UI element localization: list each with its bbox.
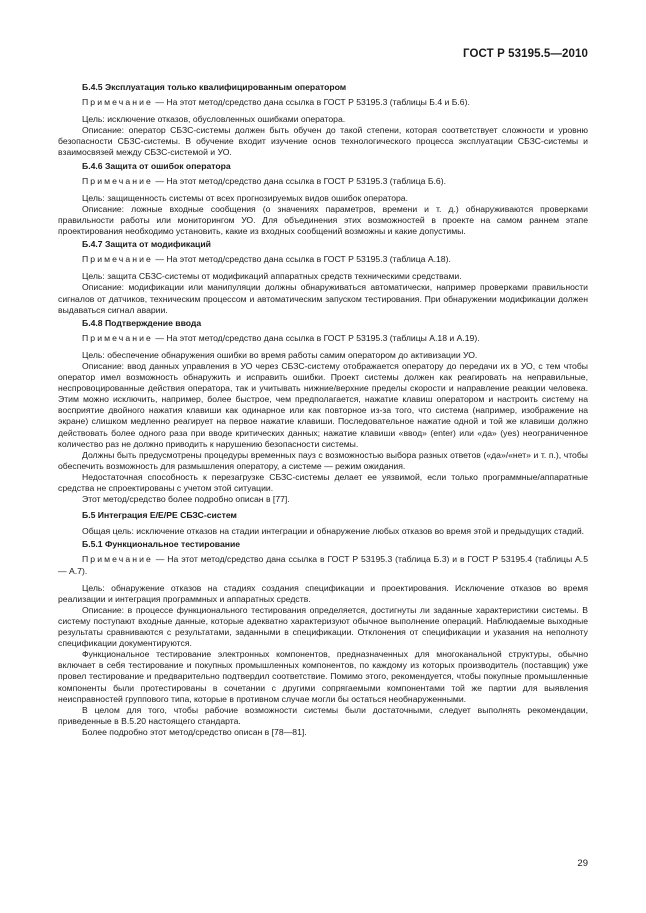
note-label: Примечание bbox=[82, 175, 153, 186]
page-number: 29 bbox=[577, 858, 588, 869]
body-paragraph: Описание: в процессе функционального тестирования определяется, достигнуты ли заданные характеристики системы. В систему поступают входные данные, которые адекватно характеризуют обычное выполнение операций. Наблюдаемые выходные результаты сравниваются с результатами, заданными в спецификации. Отклонения от спецификации и указания на неполноту спецификации документируются. bbox=[58, 604, 588, 649]
note-paragraph bbox=[58, 176, 588, 187]
section-heading: Б.4.5 Эксплуатация только квалифицированным оператором bbox=[82, 82, 347, 92]
note-label: Примечание bbox=[82, 554, 153, 565]
body-paragraph: Цель: защита СБЗС-системы от модификаций аппаратных средств техническими средствами. bbox=[82, 271, 462, 282]
document-body bbox=[58, 80, 588, 738]
section-heading: Б.4.7 Защита от модификаций bbox=[82, 239, 211, 250]
body-paragraph: Должны быть предусмотрены процедуры временных пауз с возможностью выбора разных ответов («да»/«нет» и т. п.), чтобы обеспечить возможность для размышления оператору, а системе — режим ожидания. bbox=[58, 449, 588, 471]
note-text: — На этот метод/средство дана ссылка в ГОСТ Р 53195.3 (таблица Б.3) и в ГОСТ Р 53195.4 (таблицы А.5 — А.7). bbox=[58, 554, 588, 576]
body-paragraph: Цель: исключение отказов, обусловленных ошибками оператора. bbox=[82, 114, 346, 125]
note-text: — На этот метод/средство дана ссылка в ГОСТ Р 53195.3 (таблица А.18). bbox=[152, 254, 451, 265]
body-paragraph: В целом для того, чтобы рабочие возможности системы были достаточными, следует выполнять рекомендации, приведенные в В.5.20 настоящего стандарта. bbox=[58, 704, 588, 726]
section-heading: Б.4.8 Подтверждение ввода bbox=[82, 317, 202, 328]
note-label: Примечание bbox=[82, 332, 153, 343]
body-paragraph: Недостаточная способность к перезагрузке СБЗС-системы делает ее уязвимой, если только программные/аппаратные средства не спроектированы с учетом этой ситуации. bbox=[58, 471, 588, 493]
note-paragraph bbox=[58, 333, 588, 344]
note-paragraph bbox=[58, 554, 588, 576]
note-paragraph bbox=[58, 97, 588, 108]
body-paragraph: Описание: оператор СБЗС-системы должен быть обучен до такой степени, которая соответствует сложности и уровню безопасности СБЗС-системы. В обучение входит изучение основ технологического процесса эксплуатации СБЗС-системы и взаимосвязей между СБЗС-системой и УО. bbox=[58, 125, 588, 158]
section-heading: Б.5 Интеграция Е/Е/РЕ СБЗС-систем bbox=[82, 510, 237, 521]
body-paragraph: Описание: ложные входные сообщения (о значениях параметров, времени и т. д.) обнаруживаются проверками правильности работы или мониторингом УО. Для объединения этих возможностей в проекте на самом раннем этапе проектирования необходимо установить, какие из входных сообщений возможны и какие допустимы. bbox=[58, 203, 588, 237]
body-paragraph: Этот метод/средство более подробно описан в [77]. bbox=[82, 494, 290, 505]
section-heading: Б.4.6 Защита от ошибок оператора bbox=[82, 160, 231, 171]
note-label: Примечание bbox=[82, 254, 153, 265]
body-paragraph: Функциональное тестирование электронных компонентов, предназначенных для многоканальной структуры, обычно включает в себя тестирование и покупных промышленных компонентов, по каждому из которых производитель (поставщик) уже провел тестирование и предварительно подтвердил соответствие. Помимо этого, рекомендуется, чтобы покупные промышленные компоненты были протестированы в сочетании с другими сопрягаемыми компонентами той же партии для выявления неисправностей группового типа, которые в противном случае могли бы остаться необнаруженными. bbox=[58, 649, 588, 704]
body-paragraph: Цель: обнаружение отказов на стадиях создания спецификации и проектирования. Исключение отказов во время реализации и интеграция программных и аппаратных средств. bbox=[58, 582, 588, 604]
body-paragraph: Цель: защищенность системы от всех прогнозируемых видов ошибок оператора. bbox=[82, 192, 408, 203]
note-text: — На этот метод/средство дана ссылка в ГОСТ Р 53195.3 (таблицы А.18 и А.19). bbox=[152, 332, 480, 343]
note-text: — На этот метод/средство дана ссылка в ГОСТ Р 53195.3 (таблицы Б.4 и Б.6). bbox=[152, 97, 470, 108]
note-text: — На этот метод/средство дана ссылка в ГОСТ Р 53195.3 (таблица Б.6). bbox=[152, 175, 446, 186]
body-paragraph: Цель: обеспечение обнаружения ошибки во время работы самим оператором до активизации УО. bbox=[82, 349, 478, 360]
section-heading: Б.5.1 Функциональное тестирование bbox=[82, 539, 241, 550]
standard-header: ГОСТ Р 53195.5—2010 bbox=[463, 48, 588, 60]
body-paragraph: Более подробно этот метод/средство описан в [78—81]. bbox=[82, 726, 307, 737]
note-label: Примечание bbox=[82, 97, 153, 108]
note-paragraph bbox=[58, 254, 588, 265]
body-paragraph: Описание: ввод данных управления в УО через СБЗС-систему отображается оператору до передачи их в УО, с тем чтобы оператор имел возможность обнаружить и исправить ошибки. Проект системы должен как реагировать на неправильные, неспровоцированные действия оператора, так и учитывать нижние/верхние пределы скорости и направление реакции человека. Этим можно исключить, например, более быстрое, чем предполагается, нажатие клавиш оператором и настроить систему на восприятие двойного нажатия клавиши как одинарное или как повторное из-за того, что система (например, изображение на экране) слишком медленно реагирует на первое нажатие клавиши. Последовательное нажатие одной и той же клавиши должно действовать более одного раза при вводе критических данных; нажатие клавиши «ввод» (enter) или «да» (yes) неограниченное количество раз не должно приводить к нарушению безопасности системы. bbox=[58, 360, 588, 449]
body-paragraph: Общая цель: исключение отказов на стадии интеграции и обнаружение любых отказов во время этой и предыдущих стадий. bbox=[82, 526, 585, 537]
body-paragraph: Описание: модификации или манипуляции должны обнаруживаться автоматически, например проверками правильности сигналов от датчиков, техническим процессом и автоматическим запуском тестирования. При обнаружении модификации должен выдаваться сигнал аварии. bbox=[58, 282, 588, 315]
